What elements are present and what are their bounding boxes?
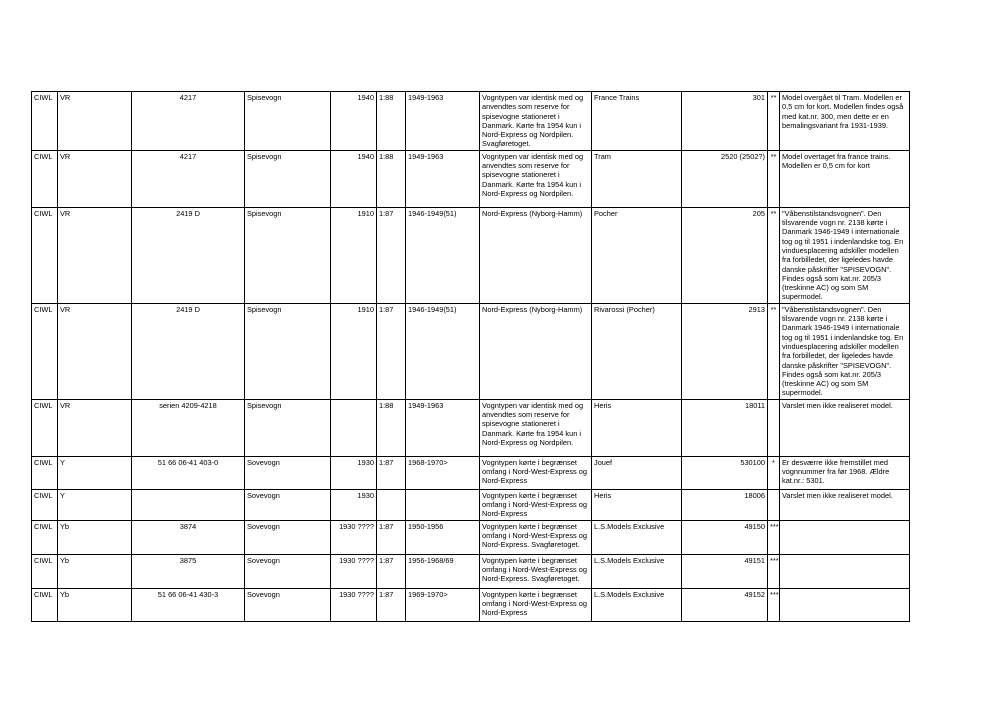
number-cell: 3875 [132, 554, 245, 588]
category-cell: Spisevogn [245, 399, 331, 456]
remark-cell [780, 554, 910, 588]
year-cell: 1930 ???? [331, 554, 377, 588]
scale-cell: 1:87 [377, 520, 406, 554]
number-cell: serien 4209-4218 [132, 399, 245, 456]
type-cell: Y [58, 456, 132, 489]
maker-cell: Heris [592, 399, 682, 456]
scale-cell: 1:88 [377, 92, 406, 151]
period-cell: 1946-1949(51) [406, 303, 480, 399]
year-cell: 1930 [331, 456, 377, 489]
company-cell: CIWL [32, 150, 58, 207]
table-row [32, 489, 910, 520]
type-cell: Y [58, 489, 132, 520]
type-cell: VR [58, 150, 132, 207]
company-cell: CIWL [32, 489, 58, 520]
maker-cell: Rivarossi (Pocher) [592, 303, 682, 399]
table-row [32, 399, 910, 456]
notes-cell: Vogntypen var identisk med og anvendtes som reserve for spisevogne stationeret i Danmark. Kørte fra 1954 kun i Nord-Express og Nordpilen. Svagføretoget. [480, 92, 592, 151]
mark-cell: *** [768, 520, 780, 554]
category-cell: Spisevogn [245, 207, 331, 303]
notes-cell: Nord-Express (Nyborg-Hamm) [480, 207, 592, 303]
table-row [32, 520, 910, 554]
notes-cell: Vogntypen var identisk med og anvendtes som reserve for spisevogne stationeret i Danmark. Kørte fra 1954 kun i Nord-Express og Nordpilen. [480, 150, 592, 207]
number-cell: 51 66 06-41 403-0 [132, 456, 245, 489]
category-cell: Sovevogn [245, 456, 331, 489]
category-cell: Spisevogn [245, 303, 331, 399]
company-cell: CIWL [32, 399, 58, 456]
remark-cell: Varslet men ikke realiseret model. [780, 489, 910, 520]
scale-cell: 1:87 [377, 207, 406, 303]
type-cell: VR [58, 207, 132, 303]
remark-cell: Model overtaget fra france trains. Modellen er 0,5 cm for kort [780, 150, 910, 207]
scale-cell: 1:87 [377, 554, 406, 588]
company-cell: CIWL [32, 554, 58, 588]
remark-cell: Varslet men ikke realiseret model. [780, 399, 910, 456]
period-cell: 1946-1949(51) [406, 207, 480, 303]
company-cell: CIWL [32, 92, 58, 151]
remark-cell: Model overgået til Tram. Modellen er 0,5 cm for kort. Modellen findes også med kat.nr. 300, men dette er en bemalingsvariant fra 1931-1939. [780, 92, 910, 151]
company-cell: CIWL [32, 588, 58, 621]
year-cell: 1910 [331, 303, 377, 399]
period-cell: 1969-1970> [406, 588, 480, 621]
maker-cell: France Trains [592, 92, 682, 151]
table-row [32, 207, 910, 303]
remark-cell: "Våbenstilstandsvognen". Den tilsvarende vogn nr. 2138 kørte i Danmark 1946-1949 i internationale tog og til 1951 i indenlandske tog. En vinduesplacering adskiller modellen fra forbilledet, der ligeledes havde danske påskrifter "SPISEVOGN". Findes også som kat.nr. 205/3 (treskinne AC) og som SM supermodel. [780, 303, 910, 399]
scale-cell: 1:87 [377, 303, 406, 399]
category-cell: Spisevogn [245, 92, 331, 151]
table-body [32, 92, 910, 622]
number-cell: 3874 [132, 520, 245, 554]
mark-cell: * [768, 456, 780, 489]
year-cell: 1930 ???? [331, 520, 377, 554]
table-row [32, 303, 910, 399]
table-row [32, 456, 910, 489]
year-cell: 1940 [331, 92, 377, 151]
year-cell: 1930 [331, 489, 377, 520]
table-row [32, 92, 910, 151]
period-cell [406, 489, 480, 520]
notes-cell: Vogntypen var identisk med og anvendtes som reserve for spisevogne stationeret i Danmark. Kørte fra 1954 kun i Nord-Express og Nordpilen. [480, 399, 592, 456]
number-cell: 51 66 06-41 430-3 [132, 588, 245, 621]
period-cell: 1956-1968/69 [406, 554, 480, 588]
category-cell: Sovevogn [245, 588, 331, 621]
remark-cell: Er desværre ikke fremstillet med vognnummer fra før 1968. Ældre kat.nr.: 5301. [780, 456, 910, 489]
scale-cell: 1:87 [377, 456, 406, 489]
remark-cell: "Våbenstilstandsvognen". Den tilsvarende vogn nr. 2138 kørte i Danmark 1946-1949 i internationale tog og til 1951 i indenlandske tog. En vinduesplacering adskiller modellen fra forbilledet, der ligeledes havde danske påskrifter "SPISEVOGN". Findes også som kat.nr. 205/3 (treskinne AC) og som SM supermodel. [780, 207, 910, 303]
maker-cell: Heris [592, 489, 682, 520]
mark-cell: *** [768, 554, 780, 588]
notes-cell: Nord-Express (Nyborg-Hamm) [480, 303, 592, 399]
number-cell: 4217 [132, 150, 245, 207]
table-row [32, 588, 910, 621]
type-cell: VR [58, 399, 132, 456]
category-cell: Sovevogn [245, 489, 331, 520]
category-cell: Sovevogn [245, 554, 331, 588]
maker-cell: Pocher [592, 207, 682, 303]
mark-cell [768, 399, 780, 456]
maker-cell: L.S.Models Exclusive [592, 588, 682, 621]
remark-cell [780, 520, 910, 554]
notes-cell: Vogntypen kørte i begrænset omfang i Nord-West-Express og Nord-Express. Svagføretoget. [480, 554, 592, 588]
type-cell: Yb [58, 554, 132, 588]
scale-cell [377, 489, 406, 520]
company-cell: CIWL [32, 303, 58, 399]
notes-cell: Vogntypen kørte i begrænset omfang i Nord-West-Express og Nord-Express [480, 456, 592, 489]
period-cell: 1949-1963 [406, 150, 480, 207]
number-cell [132, 489, 245, 520]
mark-cell: ** [768, 207, 780, 303]
catalog-number-cell: 301 [682, 92, 768, 151]
notes-cell: Vogntypen kørte i begrænset omfang i Nord-West-Express og Nord-Express. Svagføretoget. [480, 520, 592, 554]
type-cell: Yb [58, 520, 132, 554]
mark-cell [768, 489, 780, 520]
catalog-number-cell: 49151 [682, 554, 768, 588]
maker-cell: L.S.Models Exclusive [592, 520, 682, 554]
mark-cell: ** [768, 150, 780, 207]
catalog-number-cell: 18011 [682, 399, 768, 456]
company-cell: CIWL [32, 520, 58, 554]
mark-cell: *** [768, 588, 780, 621]
notes-cell: Vogntypen kørte i begrænset omfang i Nord-West-Express og Nord-Express [480, 588, 592, 621]
model-catalog-table [31, 91, 910, 622]
period-cell: 1949-1963 [406, 92, 480, 151]
year-cell: 1930 ???? [331, 588, 377, 621]
type-cell: Yb [58, 588, 132, 621]
table-row [32, 150, 910, 207]
type-cell: VR [58, 92, 132, 151]
maker-cell: Tram [592, 150, 682, 207]
scale-cell: 1:88 [377, 150, 406, 207]
number-cell: 2419 D [132, 207, 245, 303]
number-cell: 2419 D [132, 303, 245, 399]
catalog-number-cell: 18006 [682, 489, 768, 520]
catalog-number-cell: 205 [682, 207, 768, 303]
maker-cell: Jouef [592, 456, 682, 489]
notes-cell: Vogntypen kørte i begrænset omfang i Nord-West-Express og Nord-Express [480, 489, 592, 520]
period-cell: 1968-1970> [406, 456, 480, 489]
year-cell: 1910 [331, 207, 377, 303]
company-cell: CIWL [32, 207, 58, 303]
year-cell [331, 399, 377, 456]
table-row [32, 554, 910, 588]
company-cell: CIWL [32, 456, 58, 489]
period-cell: 1950-1956 [406, 520, 480, 554]
catalog-number-cell: 49152 [682, 588, 768, 621]
number-cell: 4217 [132, 92, 245, 151]
mark-cell: ** [768, 92, 780, 151]
period-cell: 1949-1963 [406, 399, 480, 456]
category-cell: Spisevogn [245, 150, 331, 207]
year-cell: 1940 [331, 150, 377, 207]
scale-cell: 1:87 [377, 588, 406, 621]
maker-cell: L.S.Models Exclusive [592, 554, 682, 588]
catalog-number-cell: 49150 [682, 520, 768, 554]
catalog-number-cell: 2913 [682, 303, 768, 399]
mark-cell: ** [768, 303, 780, 399]
category-cell: Sovevogn [245, 520, 331, 554]
catalog-number-cell: 2520 (2502?) [682, 150, 768, 207]
remark-cell [780, 588, 910, 621]
scale-cell: 1:88 [377, 399, 406, 456]
type-cell: VR [58, 303, 132, 399]
catalog-number-cell: 530100 [682, 456, 768, 489]
